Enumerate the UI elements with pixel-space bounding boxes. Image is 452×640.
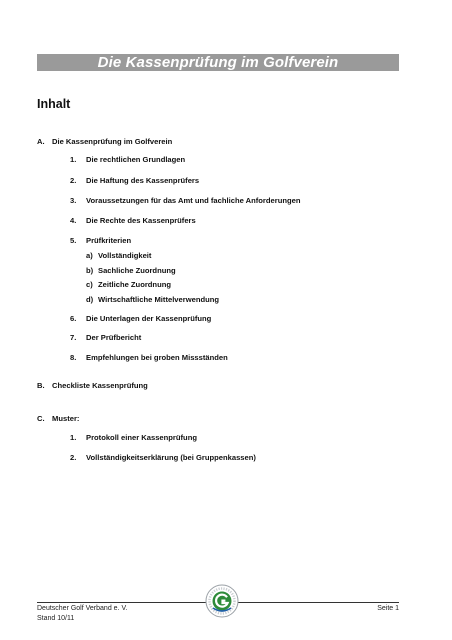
toc-entry-text: Voraussetzungen für das Amt und fachliche Anforderungen: [86, 196, 301, 205]
toc-marker: A.: [37, 137, 45, 146]
toc-marker: C.: [37, 414, 45, 423]
toc-item: [70, 196, 300, 205]
toc-subitem: [86, 295, 219, 304]
toc-marker: c): [86, 280, 93, 289]
toc-entry-text: Die Haftung des Kassenprüfers: [86, 176, 200, 185]
toc-item: [70, 314, 211, 323]
toc-marker: 2.: [70, 176, 77, 185]
toc-marker: B.: [37, 381, 45, 390]
toc-entry-text: Vollständigkeit: [98, 251, 152, 260]
toc-entry-text: Empfehlungen bei groben Missständen: [86, 353, 228, 362]
toc-item: [70, 216, 196, 225]
toc-section-b: [37, 381, 148, 390]
footer-publisher: Deutscher Golf Verband e. V.: [37, 605, 128, 612]
toc-entry-text: Zeitliche Zuordnung: [98, 280, 171, 289]
title-banner: [37, 54, 399, 71]
toc-entry-text: Prüfkriterien: [86, 236, 132, 245]
toc-marker: b): [86, 266, 94, 275]
dgv-golf-ball-logo-icon: [205, 584, 239, 618]
toc-entry-text: Checkliste Kassenprüfung: [52, 381, 148, 390]
toc-entry-text: Der Prüfbericht: [86, 333, 142, 342]
toc-entry-text: Protokoll einer Kassenprüfung: [86, 433, 197, 442]
toc-heading: Inhalt: [37, 97, 71, 111]
toc-item: [70, 453, 256, 462]
toc-entry-text: Die Kassenprüfung im Golfverein: [52, 137, 173, 146]
footer-page-number: Seite 1: [377, 605, 399, 612]
toc-marker: 3.: [70, 196, 77, 205]
toc-item: [70, 176, 199, 185]
toc-entry-text: Die rechtlichen Grundlagen: [86, 155, 186, 164]
toc-item: [70, 333, 141, 342]
toc-marker: 8.: [70, 353, 77, 362]
toc-marker: 1.: [70, 155, 77, 164]
toc-subitem: [86, 251, 151, 260]
toc-subitem: [86, 266, 176, 275]
toc-marker: 7.: [70, 333, 77, 342]
toc-section-a: [37, 137, 172, 146]
toc-item: [70, 433, 197, 442]
toc-marker: 6.: [70, 314, 77, 323]
toc-marker: 4.: [70, 216, 77, 225]
toc-item: [70, 155, 185, 164]
toc-section-c: [37, 414, 79, 423]
toc-marker: d): [86, 295, 94, 304]
toc-entry-text: Vollständigkeitserklärung (bei Gruppenkassen): [86, 453, 256, 462]
toc-entry-text: Sachliche Zuordnung: [98, 266, 176, 275]
toc-subitem: [86, 280, 171, 289]
toc-entry-text: Die Unterlagen der Kassenprüfung: [86, 314, 212, 323]
toc-entry-text: Wirtschaftliche Mittelverwendung: [98, 295, 220, 304]
toc-marker: a): [86, 251, 93, 260]
toc-entry-text: Muster:: [52, 414, 80, 423]
toc-entry-text: Die Rechte des Kassenprüfers: [86, 216, 196, 225]
toc-marker: 1.: [70, 433, 77, 442]
toc-marker: 5.: [70, 236, 77, 245]
toc-marker: 2.: [70, 453, 77, 462]
document-title: Die Kassenprüfung im Golfverein: [97, 54, 339, 71]
toc-item: [70, 236, 131, 245]
toc-item: [70, 353, 228, 362]
footer-version: Stand 10/11: [37, 615, 75, 622]
